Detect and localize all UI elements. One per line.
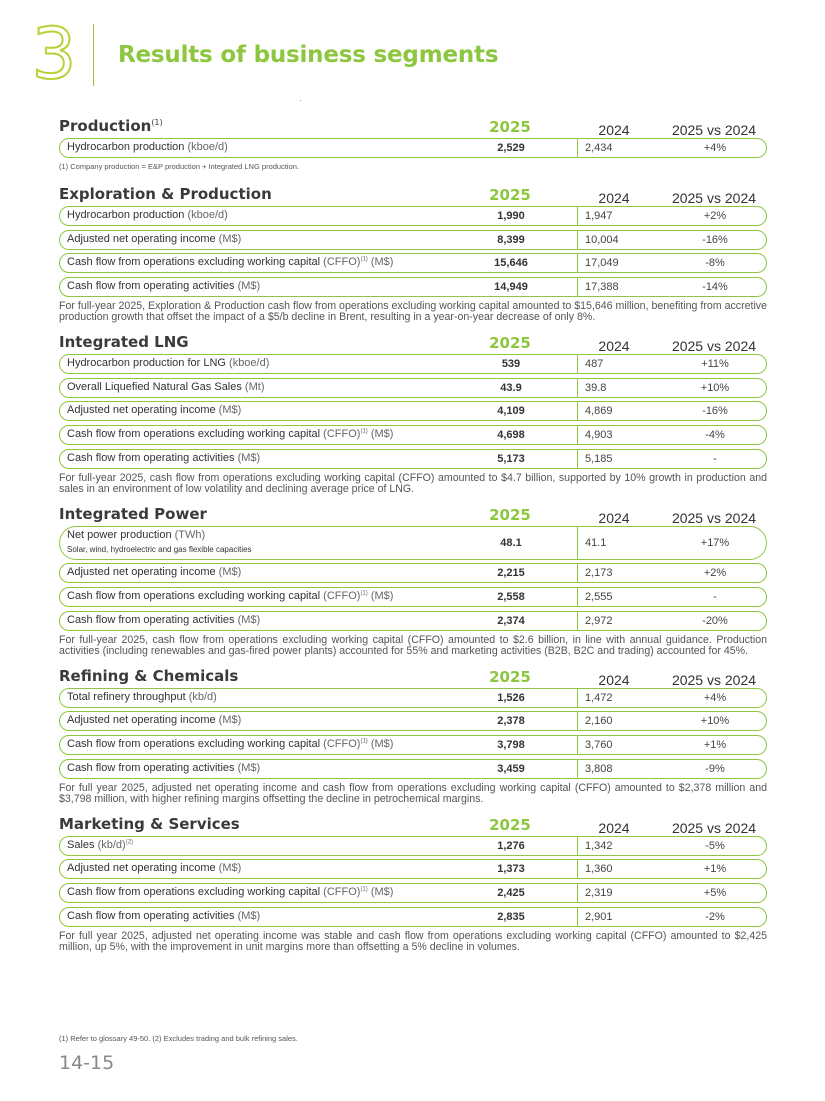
row-footnote-ref: (2) <box>125 838 134 845</box>
table-row <box>59 425 767 445</box>
table-row <box>59 526 767 560</box>
row-label <box>67 614 260 626</box>
segment-commentary: For full-year 2025, cash flow from operations excluding working capital (CFFO) amounted to $4.7 billion, supported by 10% growth in production and sales in an environment of low volatility and declining average price of LNG. <box>59 471 767 496</box>
column-separator <box>577 611 578 631</box>
page-number: 14-15 <box>59 1052 115 1074</box>
table-row <box>59 907 767 927</box>
column-header-2025: 2025 <box>489 815 531 834</box>
value-2024: 41.1 <box>585 536 607 549</box>
value-change: +10% <box>700 381 730 394</box>
row-footnote-ref: (1) <box>360 428 368 435</box>
value-2025: 1,276 <box>497 839 525 852</box>
value-2025: 2,374 <box>497 614 525 627</box>
segment-header <box>59 500 767 526</box>
table-row <box>59 401 767 421</box>
column-header-change: 2025 vs 2024 <box>671 819 757 836</box>
column-header-2025: 2025 <box>489 185 531 204</box>
row-unit: (kboe/d) <box>225 356 270 369</box>
row-label-text: Adjusted net operating income <box>67 566 216 579</box>
segment-title <box>59 185 272 203</box>
row-footnote-ref: (1) <box>360 886 368 893</box>
value-change: +4% <box>703 142 727 154</box>
row-label <box>67 691 217 703</box>
value-change: -14% <box>702 281 728 294</box>
column-separator <box>577 253 578 273</box>
row-label-text: Hydrocarbon production <box>67 141 185 153</box>
segment-header <box>59 662 767 688</box>
table-row <box>59 449 767 469</box>
row-unit: (TWh) <box>171 528 206 541</box>
row-footnote-ref: (1) <box>360 738 368 745</box>
column-separator <box>577 401 578 421</box>
value-2024: 4,903 <box>585 429 613 442</box>
row-label-text: Adjusted net operating income <box>67 232 216 245</box>
row-label <box>67 738 393 750</box>
value-change: - <box>713 591 717 604</box>
table-row <box>59 138 767 158</box>
row-unit: (kboe/d) <box>184 208 228 221</box>
column-separator <box>577 277 578 297</box>
row-label-text: Cash flow from operating activities <box>67 451 235 464</box>
row-unit: (CFFO) <box>320 886 361 899</box>
value-change: -2% <box>705 910 725 923</box>
segment-commentary: For full-year 2025, Exploration & Production cash flow from operations excluding working capital amounted to $15,646 million, benefiting from accretive production growth that offset the impact of a $5/b decline in Brent, resulting in a year-on-year decrease of only 8%. <box>59 299 767 324</box>
segment-title-text: Exploration & Production <box>59 184 272 203</box>
value-2024: 39.8 <box>585 381 607 394</box>
value-change: +1% <box>703 863 727 876</box>
row-label-text: Adjusted net operating income <box>67 862 216 875</box>
value-2025: 539 <box>501 357 521 370</box>
column-separator <box>577 230 578 250</box>
row-unit-secondary: (M$) <box>367 738 394 751</box>
row-label-text: Sales <box>67 838 95 851</box>
row-label <box>67 381 264 393</box>
row-unit: (kboe/d) <box>184 141 228 153</box>
segment-section <box>59 112 767 171</box>
value-change: -16% <box>702 405 728 418</box>
row-label <box>67 762 260 774</box>
value-2025: 8,399 <box>497 233 525 246</box>
value-change: +5% <box>703 887 727 900</box>
value-change: -8% <box>705 257 725 270</box>
row-unit: (kb/d) <box>94 838 126 851</box>
table-row <box>59 688 767 708</box>
column-separator <box>577 883 578 903</box>
row-unit-secondary: (M$) <box>367 256 394 269</box>
row-label <box>67 141 228 153</box>
table-row <box>59 277 767 297</box>
column-header-2025: 2025 <box>489 667 531 686</box>
value-change: +11% <box>701 357 729 370</box>
row-unit: (M$) <box>234 451 261 464</box>
row-unit: (M$) <box>215 862 242 875</box>
value-change: +2% <box>703 567 727 580</box>
row-unit: (M$) <box>215 232 242 245</box>
row-unit: (CFFO) <box>320 428 361 441</box>
row-unit-secondary: (M$) <box>367 886 394 899</box>
row-unit: (M$) <box>234 909 261 922</box>
value-2024: 1,360 <box>585 863 613 876</box>
segment-title-footnote-ref: (1) <box>151 118 163 127</box>
table-row <box>59 711 767 731</box>
table-row <box>59 836 767 856</box>
table-row <box>59 735 767 755</box>
chapter-number-graphic <box>30 22 78 88</box>
column-separator <box>577 449 578 469</box>
table-row <box>59 859 767 879</box>
segment-title-text: Refining & Chemicals <box>59 666 239 685</box>
column-separator <box>577 759 578 779</box>
segment-title <box>59 667 238 685</box>
table-row <box>59 230 767 250</box>
segment-title-text: Production <box>59 117 152 135</box>
value-change: +17% <box>700 536 730 549</box>
row-label <box>67 233 241 245</box>
segment-header <box>59 180 767 206</box>
value-change: +1% <box>703 739 727 752</box>
column-separator <box>577 354 578 374</box>
segment-title <box>59 505 207 523</box>
value-2024: 5,185 <box>585 452 613 465</box>
row-unit: (CFFO) <box>320 590 361 603</box>
row-label-text: Cash flow from operations excluding working capital <box>67 256 321 269</box>
segment-commentary: For full year 2025, adjusted net operating income was stable and cash flow from operations excluding working capital (CFFO) amounted to $2,425 million, up 5%, with the improvement in unit margins more than offsetting a 5% decline in volumes. <box>59 929 767 954</box>
value-change: +4% <box>703 691 727 704</box>
column-separator <box>577 425 578 445</box>
row-label <box>67 209 228 221</box>
value-2025: 2,835 <box>497 910 525 923</box>
segment-section <box>59 662 767 806</box>
segment-section <box>59 810 767 954</box>
value-2025: 2,378 <box>497 715 525 728</box>
value-change: +10% <box>700 715 730 728</box>
segment-header <box>59 328 767 354</box>
column-separator <box>577 526 578 560</box>
column-separator <box>577 563 578 583</box>
value-change: -9% <box>705 762 725 775</box>
row-label <box>67 280 260 292</box>
row-label <box>67 862 241 874</box>
value-2024: 2,901 <box>585 910 613 923</box>
row-label-text: Overall Liquefied Natural Gas Sales <box>67 380 242 393</box>
segment-section <box>59 500 767 658</box>
row-label-text: Hydrocarbon production for LNG <box>67 356 226 369</box>
row-label <box>67 256 393 268</box>
title-divider <box>93 24 94 86</box>
segment-commentary: For full year 2025, adjusted net operating income and cash flow from operations excluding working capital (CFFO) amounted to $2,378 million and $3,798 million, with higher refining margins offsetting the decline in petrochemical margins. <box>59 781 767 806</box>
value-2025: 2,558 <box>497 591 525 604</box>
row-unit-secondary: (M$) <box>367 590 394 603</box>
segment-header <box>59 810 767 836</box>
row-unit: (M$) <box>215 404 242 417</box>
value-2025: 4,698 <box>497 429 525 442</box>
segment-title <box>59 333 189 351</box>
value-2024: 1,472 <box>585 691 613 704</box>
column-header-2024: 2024 <box>598 337 630 354</box>
row-label-text: Cash flow from operations excluding working capital <box>67 590 321 603</box>
value-2024: 2,160 <box>585 715 613 728</box>
value-change: - <box>713 452 717 465</box>
value-2025: 2,215 <box>497 567 525 580</box>
page-title: Results of business segments <box>118 42 499 68</box>
segment-title-text: Integrated LNG <box>59 332 189 351</box>
column-header-change: 2025 vs 2024 <box>671 189 757 206</box>
row-label <box>67 714 241 726</box>
row-unit: (kb/d) <box>185 690 217 703</box>
table-row <box>59 883 767 903</box>
value-2024: 3,808 <box>585 762 613 775</box>
value-change: -16% <box>702 233 728 246</box>
segment-footnote: (1) Company production = E&P production + Integrated LNG production. <box>59 161 300 171</box>
segment-title-text: Marketing & Services <box>59 814 240 833</box>
row-footnote-ref: (1) <box>360 256 368 263</box>
row-unit: (M$) <box>215 566 242 579</box>
decorative-dot <box>300 100 301 101</box>
row-label-text: Cash flow from operating activities <box>67 613 235 626</box>
column-header-change: 2025 vs 2024 <box>671 122 757 138</box>
row-footnote-ref: (1) <box>360 590 368 597</box>
row-unit: (M$) <box>234 280 261 293</box>
column-header-change: 2025 vs 2024 <box>671 509 757 526</box>
column-header-2025: 2025 <box>489 118 531 136</box>
row-sublabel: Solar, wind, hydroelectric and gas flexible capacities <box>67 544 252 554</box>
column-separator <box>577 836 578 856</box>
row-unit: (M$) <box>234 761 261 774</box>
row-label-text: Cash flow from operating activities <box>67 761 235 774</box>
value-change: -20% <box>702 614 728 627</box>
segment-section <box>59 180 767 324</box>
row-unit: (Mt) <box>241 380 265 393</box>
value-2025: 4,109 <box>497 405 525 418</box>
column-separator <box>577 206 578 226</box>
column-separator <box>577 138 578 158</box>
column-header-2025: 2025 <box>489 505 531 524</box>
row-label <box>67 566 241 578</box>
segment-title <box>59 117 163 135</box>
column-separator <box>577 907 578 927</box>
column-header-change: 2025 vs 2024 <box>671 337 757 354</box>
value-2024: 1,947 <box>585 209 613 222</box>
segments-content <box>59 112 767 958</box>
value-2024: 487 <box>585 357 604 370</box>
column-header-2024: 2024 <box>598 819 630 836</box>
column-separator <box>577 587 578 607</box>
value-2025: 1,526 <box>497 691 525 704</box>
row-label <box>67 404 241 416</box>
value-2025: 2,529 <box>497 142 525 154</box>
value-2025: 1,990 <box>497 209 525 222</box>
row-label <box>67 886 393 898</box>
value-2024: 4,869 <box>585 405 613 418</box>
column-header-2024: 2024 <box>598 509 630 526</box>
row-label-text: Cash flow from operating activities <box>67 280 235 293</box>
column-header-2025: 2025 <box>489 333 531 352</box>
row-label <box>67 428 393 440</box>
segment-section <box>59 328 767 496</box>
value-2024: 17,388 <box>585 281 619 294</box>
value-change: +2% <box>703 209 727 222</box>
column-header-2024: 2024 <box>598 189 630 206</box>
chapter-number: 3 <box>31 22 77 88</box>
row-label <box>67 529 205 541</box>
column-separator <box>577 735 578 755</box>
value-2024: 2,173 <box>585 567 613 580</box>
table-row <box>59 378 767 398</box>
row-unit: (CFFO) <box>320 256 361 269</box>
row-unit-secondary: (M$) <box>367 428 394 441</box>
value-2025: 15,646 <box>494 257 528 270</box>
value-2024: 2,319 <box>585 887 613 900</box>
value-2024: 3,760 <box>585 739 613 752</box>
row-label <box>67 590 393 602</box>
table-row <box>59 759 767 779</box>
row-label <box>67 910 260 922</box>
value-2025: 5,173 <box>497 452 525 465</box>
table-row <box>59 354 767 374</box>
value-2024: 2,434 <box>585 142 613 154</box>
segment-commentary: For full-year 2025, cash flow from operations excluding working capital (CFFO) amounted to $2.6 billion, in line with annual guidance. Production activities (including renewables and gas-fired power plants) accounted for 55% and marketing activities (B2B, B2C and trading) accounted for 45%. <box>59 633 767 658</box>
table-row <box>59 253 767 273</box>
value-2025: 43.9 <box>500 381 522 394</box>
value-2024: 10,004 <box>585 233 619 246</box>
row-label <box>67 357 269 369</box>
table-row <box>59 563 767 583</box>
value-change: -5% <box>705 839 725 852</box>
row-label-text: Net power production <box>67 528 172 541</box>
value-2024: 2,555 <box>585 591 613 604</box>
row-label-text: Cash flow from operations excluding working capital <box>67 886 321 899</box>
row-label <box>67 452 260 464</box>
row-label <box>67 839 133 851</box>
segment-title <box>59 815 240 833</box>
row-label-text: Cash flow from operating activities <box>67 909 235 922</box>
column-header-2024: 2024 <box>598 122 630 138</box>
table-row <box>59 611 767 631</box>
column-header-2024: 2024 <box>598 671 630 688</box>
column-separator <box>577 378 578 398</box>
value-change: -4% <box>705 429 725 442</box>
value-2024: 1,342 <box>585 839 613 852</box>
row-label-text: Cash flow from operations excluding working capital <box>67 428 321 441</box>
row-label-text: Adjusted net operating income <box>67 714 216 727</box>
value-2025: 3,798 <box>497 739 525 752</box>
value-2025: 2,425 <box>497 887 525 900</box>
row-label-text: Hydrocarbon production <box>67 208 185 221</box>
row-label-text: Total refinery throughput <box>67 690 186 703</box>
column-separator <box>577 711 578 731</box>
segment-title-text: Integrated Power <box>59 504 207 523</box>
segment-header <box>59 112 767 138</box>
value-2025: 3,459 <box>497 762 525 775</box>
table-row <box>59 206 767 226</box>
row-unit: (CFFO) <box>320 738 361 751</box>
value-2025: 48.1 <box>500 536 522 549</box>
value-2024: 17,049 <box>585 257 619 270</box>
value-2025: 14,949 <box>494 281 528 294</box>
column-header-change: 2025 vs 2024 <box>671 671 757 688</box>
row-label-text: Adjusted net operating income <box>67 404 216 417</box>
value-2024: 2,972 <box>585 614 613 627</box>
value-2025: 1,373 <box>497 863 525 876</box>
row-label-text: Cash flow from operations excluding working capital <box>67 738 321 751</box>
column-separator <box>577 688 578 708</box>
row-unit: (M$) <box>234 613 261 626</box>
bottom-footnote: (1) Refer to glossary 49-50. (2) Excludes trading and bulk refining sales. <box>59 1034 298 1043</box>
table-row <box>59 587 767 607</box>
column-separator <box>577 859 578 879</box>
row-unit: (M$) <box>215 714 242 727</box>
